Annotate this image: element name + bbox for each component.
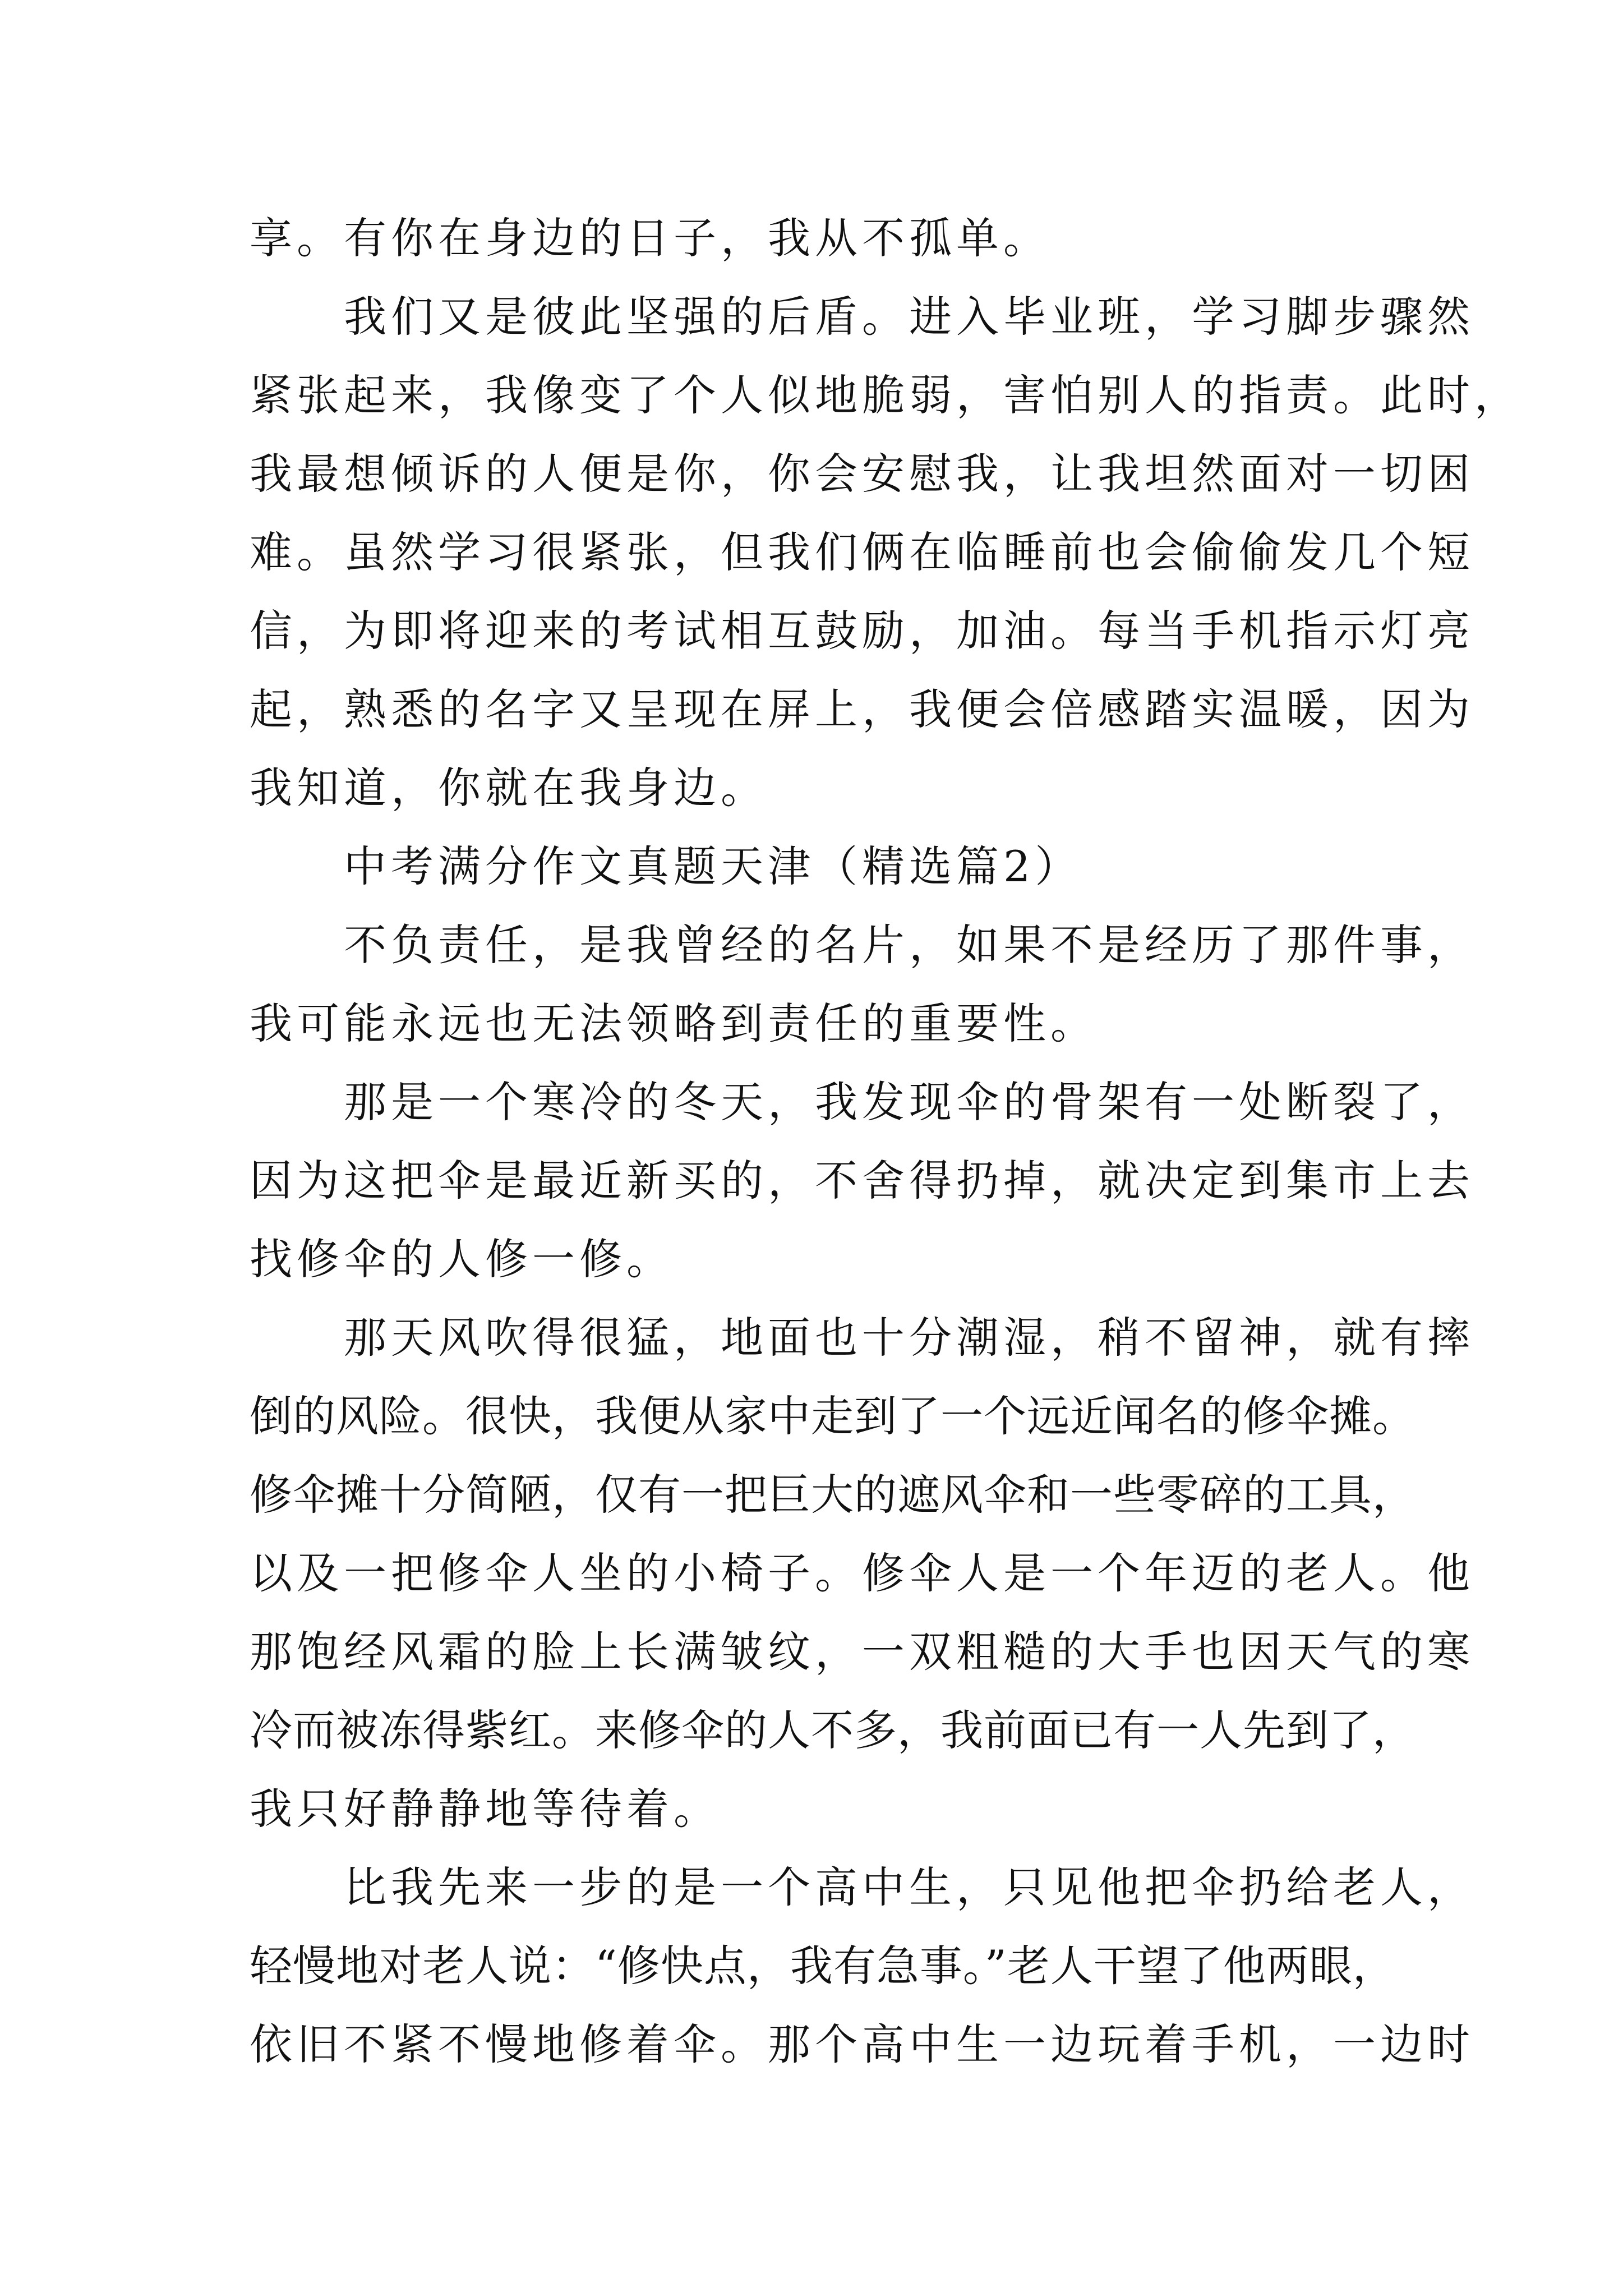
text-line: 冷而被冻得紫红。来修伞的人不多，我前面已有一人先到了， [250, 1705, 1415, 1755]
text-line: 享。有你在身边的日子，我从不孤单。 [250, 213, 1050, 263]
text-line: 因为这把伞是最近新买的，不舍得扔掉，就决定到集市上去 [250, 1156, 1474, 1205]
document-body [250, 199, 1521, 2084]
text-line: 紧张起来，我像变了个人似地脆弱，害怕别人的指责。此时， [250, 370, 1521, 420]
text-line: 我们又是彼此坚强的后盾。进入毕业班，学习脚步骤然 [250, 292, 1474, 342]
text-line: 我可能永远也无法领略到责任的重要性。 [250, 999, 1098, 1048]
text-line: 那饱经风霜的脸上长满皱纹，一双粗糙的大手也因天气的寒 [250, 1627, 1474, 1677]
section-heading: 中考满分作文真题天津（精选篇2） [250, 841, 1082, 891]
text-line: 那天风吹得很猛，地面也十分潮湿，稍不留神，就有摔 [250, 1313, 1474, 1363]
text-line: 比我先来一步的是一个高中生，只见他把伞扔给老人， [250, 1862, 1474, 1912]
text-line: 轻慢地对老人说：“修快点，我有急事。”老人干望了他两眼， [250, 1941, 1396, 1991]
text-line: 起，熟悉的名字又呈现在屏上，我便会倍感踏实温暖，因为 [250, 684, 1474, 734]
text-line: 依旧不紧不慢地修着伞。那个高中生一边玩着手机，一边时 [250, 2019, 1474, 2069]
text-line: 找修伞的人修一修。 [250, 1234, 674, 1284]
text-line: 倒的风险。很快，我便从家中走到了一个远近闻名的修伞摊。 [250, 1391, 1415, 1441]
text-line: 以及一把修伞人坐的小椅子。修伞人是一个年迈的老人。他 [250, 1548, 1474, 1598]
text-line: 那是一个寒冷的冬天，我发现伞的骨架有一处断裂了， [250, 1077, 1474, 1127]
text-line: 我最想倾诉的人便是你，你会安慰我，让我坦然面对一切困 [250, 449, 1474, 499]
text-line: 我只好静静地等待着。 [250, 1784, 721, 1834]
text-line: 难。虽然学习很紧张，但我们俩在临睡前也会偷偷发几个短 [250, 527, 1474, 577]
text-line: 不负责任，是我曾经的名片，如果不是经历了那件事， [250, 920, 1474, 970]
text-line: 我知道，你就在我身边。 [250, 763, 768, 813]
text-line: 信，为即将迎来的考试相互鼓励，加油。每当手机指示灯亮 [250, 606, 1474, 656]
text-line: 修伞摊十分简陋，仅有一把巨大的遮风伞和一些零碎的工具， [250, 1470, 1415, 1520]
